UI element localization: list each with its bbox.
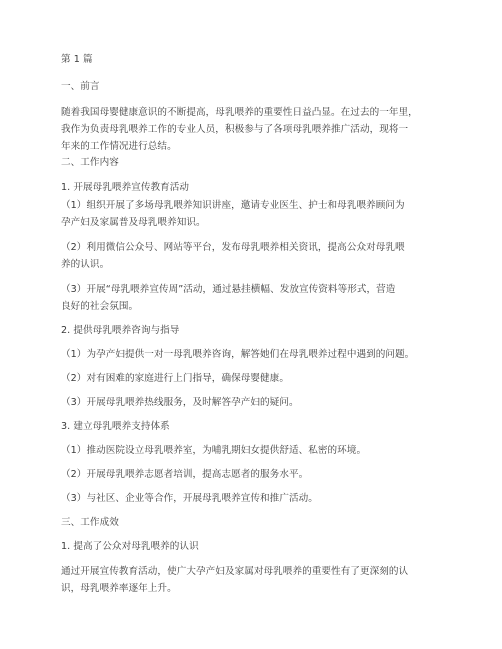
- results-heading: 三、工作成效: [61, 517, 119, 528]
- work-1-item-line: （2）利用微信公众号、网站等平台，发布母乳喂养相关资讯，提高公众对母乳喂: [61, 242, 405, 253]
- foreword-heading: 一、前言: [61, 81, 100, 92]
- work-heading: 二、工作内容: [61, 157, 119, 168]
- work-3-item: （3）与社区、企业等合作，开展母乳喂养宣传和推广活动。: [61, 493, 318, 504]
- work-3-item: （1）推动医院设立母乳喂养室，为哺乳期妇女提供舒适、私密的环境。: [61, 445, 367, 456]
- part-label: 第 1 篇: [61, 54, 93, 65]
- work-1-item-line: 良好的社会氛围。: [61, 301, 139, 312]
- work-2-item: （2）对有困难的家庭进行上门指导，确保母婴健康。: [61, 373, 289, 384]
- work-1-item-line: 孕产妇及家属普及母乳喂养知识。: [61, 217, 206, 228]
- work-3-item: （2）开展母乳喂养志愿者培训，提高志愿者的服务水平。: [61, 469, 309, 480]
- results-1-title: 1. 提高了公众对母乳喂养的认识: [61, 541, 199, 552]
- foreword-paragraph-line: 年来的工作情况进行总结。: [61, 141, 177, 152]
- foreword-paragraph-line: 我作为负责母乳喂养工作的专业人员，积极参与了各项母乳喂养推广活动，现将一: [61, 124, 409, 135]
- work-1-item-line: （3）开展“母乳喂养宣传周”活动，通过悬挂横幅、发放宣传资料等形式，营造: [61, 284, 396, 295]
- work-1-item-line: （1）组织开展了多场母乳喂养知识讲座，邀请专业医生、护士和母乳喂养顾问为: [61, 200, 405, 211]
- results-1-paragraph-line: 通过开展宣传教育活动，使广大孕产妇及家属对母乳喂养的重要性有了更深刻的认: [61, 566, 409, 577]
- work-2-item: （3）开展母乳喂养热线服务，及时解答孕产妇的疑问。: [61, 397, 299, 408]
- results-1-paragraph-line: 识，母乳喂养率逐年上升。: [61, 583, 177, 594]
- work-1-item-line: 养的认识。: [61, 259, 110, 270]
- foreword-paragraph-line: 随着我国母婴健康意识的不断提高，母乳喂养的重要性日益凸显。在过去的一年里，: [61, 107, 418, 118]
- work-2-title: 2. 提供母乳喂养咨询与指导: [61, 325, 180, 336]
- work-2-item: （1）为孕产妇提供一对一母乳喂养咨询，解答她们在母乳喂养过程中遇到的问题。: [61, 349, 415, 360]
- work-1-title: 1. 开展母乳喂养宣传教育活动: [61, 182, 190, 193]
- work-3-title: 3. 建立母乳喂养支持体系: [61, 421, 170, 432]
